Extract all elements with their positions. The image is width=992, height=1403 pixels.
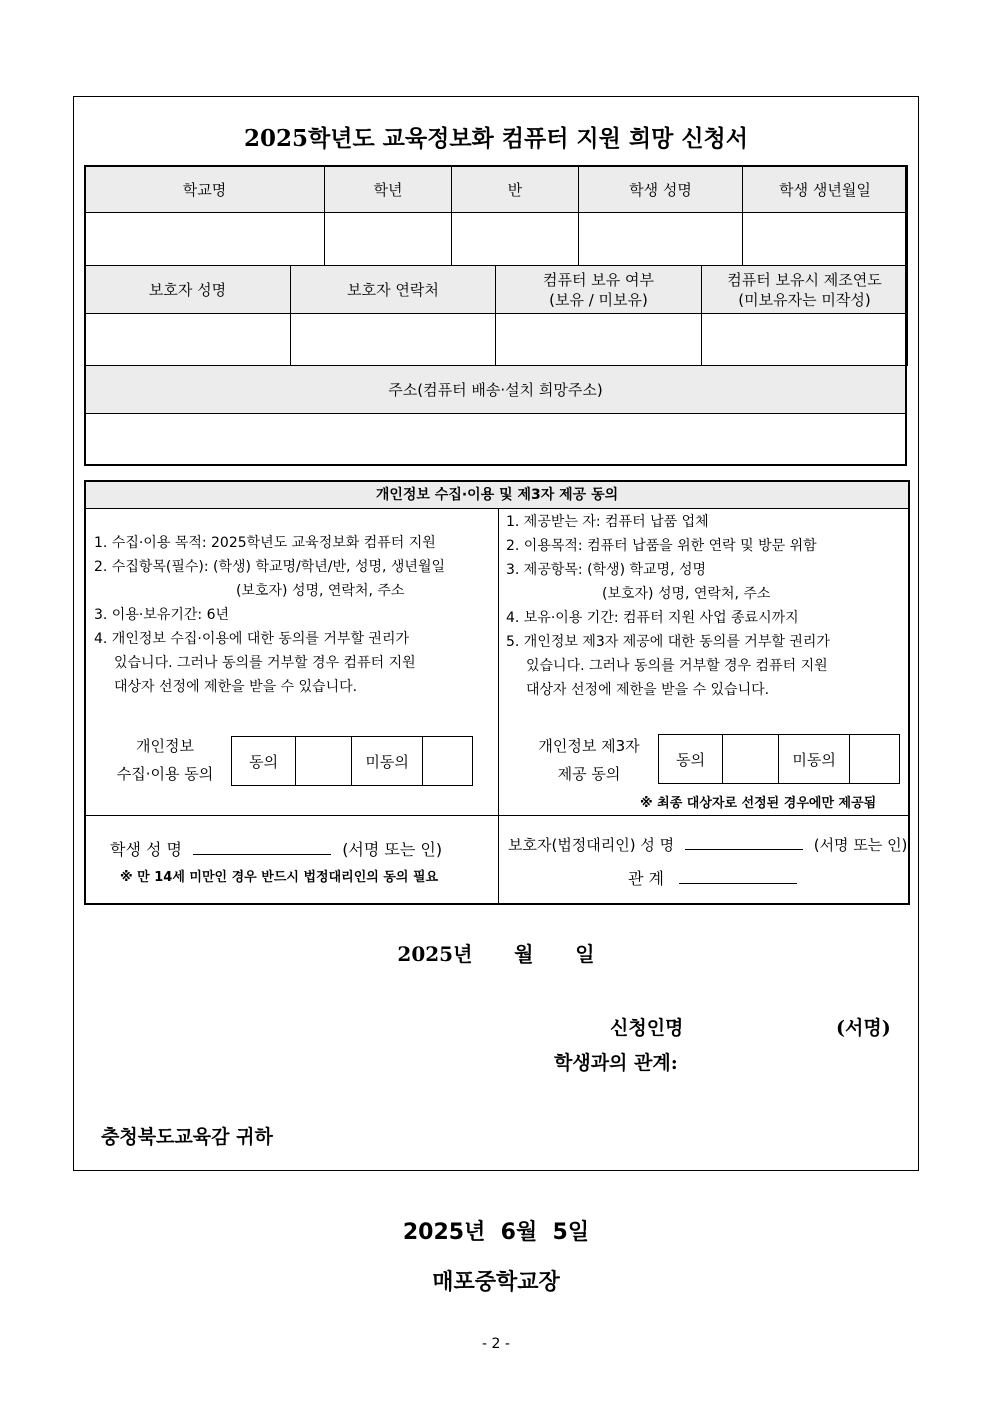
student-info-table — [84, 165, 908, 266]
signature-divider — [86, 815, 908, 816]
input-guardian-name[interactable] — [85, 314, 291, 366]
input-computer-owned[interactable] — [496, 314, 702, 366]
disagree-checkbox[interactable] — [849, 735, 899, 784]
guardian-signature-line — [508, 834, 907, 855]
third-party-item: 3. 제공항목: (학생) 학교명, 성명 — [506, 562, 707, 578]
collection-terms — [94, 531, 494, 699]
third-party-agree-table — [658, 734, 900, 784]
agree-label-line: 제공 동의 — [557, 765, 621, 783]
input-address[interactable] — [85, 414, 907, 466]
input-grade[interactable] — [325, 213, 452, 266]
header-school: 학교명 — [85, 166, 325, 213]
school-principal: 매포중학교장 — [432, 1270, 560, 1295]
header-birthdate: 학생 생년월일 — [743, 166, 908, 213]
input-class[interactable] — [452, 213, 579, 266]
collection-item: 4. 개인정보 수집·이용에 대한 동의를 거부할 권리가 — [94, 631, 409, 647]
agree-label-line: 개인정보 제3자 — [538, 737, 640, 755]
applicant-relation: 학생과의 관계: — [554, 1052, 678, 1074]
agree-checkbox[interactable] — [296, 737, 352, 786]
recipient: 충청북도교육감 귀하 — [101, 1126, 273, 1148]
consent-box — [84, 480, 910, 905]
sign-suffix: (서명 또는 인) — [342, 840, 443, 859]
application-date: 2025년 월 일 — [397, 942, 595, 966]
collection-item: 대상자 선정에 제한을 받을 수 있습니다. — [114, 679, 358, 695]
issue-date: 2025년 6월 5일 — [402, 1220, 590, 1245]
consent-title: 개인정보 수집·이용 및 제3자 제공 동의 — [86, 482, 908, 509]
disagree-checkbox[interactable] — [422, 737, 472, 786]
student-signature-field[interactable] — [193, 853, 331, 855]
header-class: 반 — [452, 166, 579, 213]
third-party-item: 2. 이용목적: 컴퓨터 납품을 위한 연락 및 방문 위함 — [506, 538, 817, 554]
relation-label: 관 계 — [628, 869, 664, 888]
collection-item: 2. 수집항목(필수): (학생) 학교명/학년/반, 성명, 생년월일 — [94, 559, 445, 575]
address-table — [84, 365, 907, 466]
collection-item: (보호자) 성명, 연락처, 주소 — [236, 583, 405, 599]
guardian-signature-field[interactable] — [685, 848, 803, 850]
collection-item: 3. 이용·보유기간: 6년 — [94, 607, 229, 623]
third-party-item: 5. 개인정보 제3자 제공에 대한 동의를 거부할 권리가 — [506, 634, 830, 650]
guardian-sign-suffix: (서명 또는 인) — [813, 836, 908, 854]
guardian-info-table — [84, 265, 908, 366]
applicant-name-label: 신청인명 — [610, 1017, 684, 1039]
provision-note: ※ 최종 대상자로 선정된 경우에만 제공됨 — [640, 796, 877, 811]
collection-agree-label — [100, 732, 230, 788]
header-guardian-name: 보호자 성명 — [85, 266, 291, 314]
guardian-name-label: 보호자(법정대리인) 성 명 — [508, 836, 675, 854]
header-computer-year: 컴퓨터 보유시 제조연도 (미보유자는 미작성) — [702, 266, 908, 314]
agree-text: 동의 — [232, 737, 296, 786]
student-name-label: 학생 성 명 — [110, 840, 182, 859]
page-number: - 2 - — [482, 1336, 510, 1352]
relation-field[interactable] — [679, 882, 797, 884]
header-grade: 학년 — [325, 166, 452, 213]
header-address: 주소(컴퓨터 배송·설치 희망주소) — [85, 366, 907, 414]
third-party-item: 1. 제공받는 자: 컴퓨터 납품 업체 — [506, 514, 709, 530]
third-party-item: 4. 보유·이용 기간: 컴퓨터 지원 사업 종료시까지 — [506, 610, 799, 626]
student-signature-line — [110, 837, 442, 860]
input-computer-year[interactable] — [702, 314, 908, 366]
relation-line — [628, 866, 797, 889]
disagree-text: 미동의 — [352, 737, 422, 786]
agree-label-line: 개인정보 — [136, 737, 194, 755]
form-title: 2025학년도 교육정보화 컴퓨터 지원 희망 신청서 — [244, 125, 748, 152]
collection-item: 1. 수집·이용 목적: 2025학년도 교육정보화 컴퓨터 지원 — [94, 535, 436, 551]
agree-label-line: 수집·이용 동의 — [116, 765, 214, 783]
disagree-text: 미동의 — [779, 735, 849, 784]
header-computer-owned: 컴퓨터 보유 여부 (보유 / 미보유) — [496, 266, 702, 314]
input-birthdate[interactable] — [743, 213, 908, 266]
collection-agree-table — [231, 736, 473, 786]
input-student-name[interactable] — [579, 213, 743, 266]
third-party-agree-label — [524, 732, 654, 788]
third-party-item: 대상자 선정에 제한을 받을 수 있습니다. — [526, 682, 770, 698]
applicant-signature: (서명) — [836, 1017, 891, 1039]
consent-divider — [498, 508, 499, 903]
third-party-item: 있습니다. 그러나 동의를 거부할 경우 컴퓨터 지원 — [526, 658, 828, 674]
minor-note: ※ 만 14세 미만인 경우 반드시 법정대리인의 동의 필요 — [120, 870, 439, 885]
third-party-item: (보호자) 성명, 연락처, 주소 — [602, 586, 771, 602]
header-student-name: 학생 성명 — [579, 166, 743, 213]
third-party-terms — [506, 510, 906, 702]
agree-text: 동의 — [659, 735, 723, 784]
input-school[interactable] — [85, 213, 325, 266]
input-guardian-phone[interactable] — [291, 314, 496, 366]
header-guardian-phone: 보호자 연락처 — [291, 266, 496, 314]
agree-checkbox[interactable] — [723, 735, 779, 784]
collection-item: 있습니다. 그러나 동의를 거부할 경우 컴퓨터 지원 — [114, 655, 416, 671]
